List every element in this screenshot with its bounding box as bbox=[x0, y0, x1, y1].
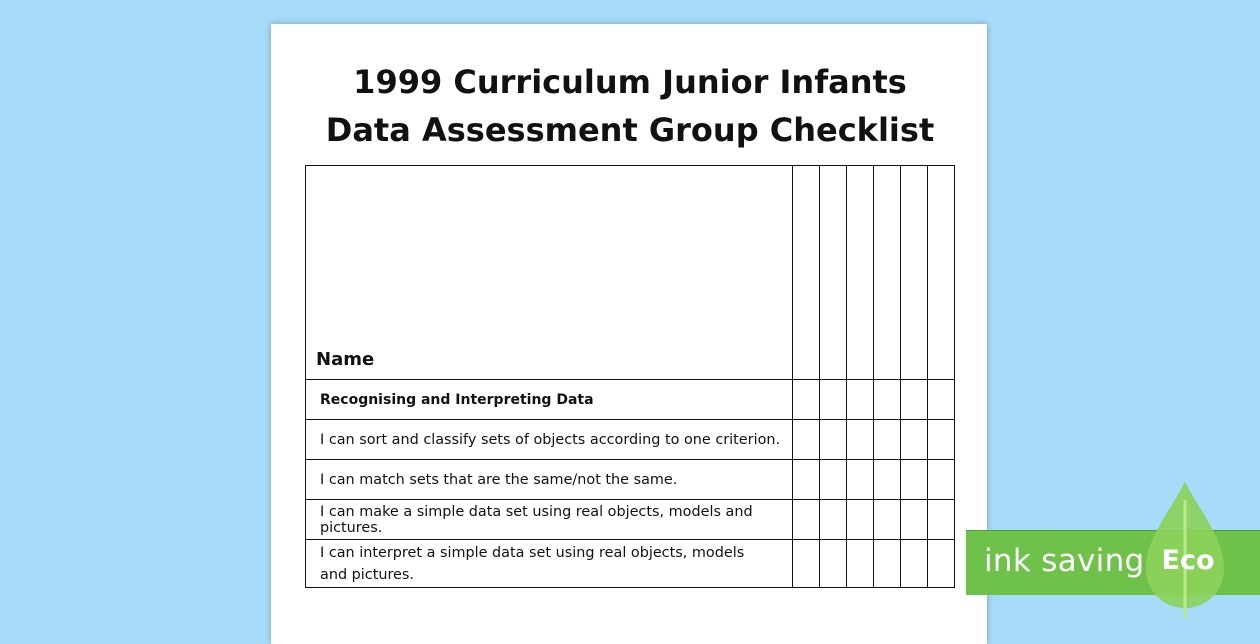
name-header: Name bbox=[306, 166, 793, 380]
title-line-2: Data Assessment Group Checklist bbox=[325, 111, 935, 149]
check-cell[interactable] bbox=[847, 500, 874, 540]
criterion-row bbox=[306, 500, 955, 540]
check-cell[interactable] bbox=[793, 500, 820, 540]
eco-label: Eco bbox=[1161, 545, 1215, 576]
check-cell[interactable] bbox=[901, 500, 928, 540]
check-cell[interactable] bbox=[820, 420, 847, 460]
check-cell[interactable] bbox=[928, 540, 955, 588]
criterion-text: I can sort and classify sets of objects according to one criterion. bbox=[306, 420, 793, 460]
check-cell[interactable] bbox=[820, 380, 847, 420]
check-cell[interactable] bbox=[928, 380, 955, 420]
criterion-text-line-2: and pictures. bbox=[320, 566, 414, 583]
check-cell[interactable] bbox=[928, 460, 955, 500]
student-name-cell[interactable] bbox=[928, 166, 955, 380]
check-cell[interactable] bbox=[874, 500, 901, 540]
check-cell[interactable] bbox=[847, 420, 874, 460]
criterion-text: I can make a simple data set using real objects, models and pictures. bbox=[306, 500, 793, 540]
criterion-row bbox=[306, 420, 955, 460]
ink-saving-text: ink saving bbox=[984, 543, 1145, 579]
student-name-cell[interactable] bbox=[820, 166, 847, 380]
student-name-cell[interactable] bbox=[901, 166, 928, 380]
criterion-text-line-1: I can interpret a simple data set using real objects, models bbox=[320, 544, 745, 561]
check-cell[interactable] bbox=[874, 460, 901, 500]
criterion-text bbox=[306, 540, 793, 588]
section-heading-row bbox=[306, 380, 955, 420]
check-cell[interactable] bbox=[847, 460, 874, 500]
criterion-row bbox=[306, 540, 955, 588]
check-cell[interactable] bbox=[847, 540, 874, 588]
check-cell[interactable] bbox=[928, 500, 955, 540]
section-heading: Recognising and Interpreting Data bbox=[306, 380, 793, 420]
check-cell[interactable] bbox=[793, 460, 820, 500]
document-title bbox=[0, 58, 1260, 154]
check-cell[interactable] bbox=[874, 540, 901, 588]
checklist-table bbox=[305, 165, 955, 588]
header-row bbox=[306, 166, 955, 380]
check-cell[interactable] bbox=[793, 540, 820, 588]
check-cell[interactable] bbox=[901, 460, 928, 500]
student-name-cell[interactable] bbox=[874, 166, 901, 380]
check-cell[interactable] bbox=[820, 460, 847, 500]
check-cell[interactable] bbox=[793, 380, 820, 420]
check-cell[interactable] bbox=[820, 500, 847, 540]
student-name-cell[interactable] bbox=[847, 166, 874, 380]
criterion-row bbox=[306, 460, 955, 500]
check-cell[interactable] bbox=[874, 420, 901, 460]
criterion-text: I can match sets that are the same/not the same. bbox=[306, 460, 793, 500]
check-cell[interactable] bbox=[820, 540, 847, 588]
title-line-1: 1999 Curriculum Junior Infants bbox=[353, 63, 907, 101]
student-name-cell[interactable] bbox=[793, 166, 820, 380]
check-cell[interactable] bbox=[901, 420, 928, 460]
check-cell[interactable] bbox=[847, 380, 874, 420]
check-cell[interactable] bbox=[793, 420, 820, 460]
check-cell[interactable] bbox=[901, 380, 928, 420]
check-cell[interactable] bbox=[928, 420, 955, 460]
check-cell[interactable] bbox=[901, 540, 928, 588]
check-cell[interactable] bbox=[874, 380, 901, 420]
